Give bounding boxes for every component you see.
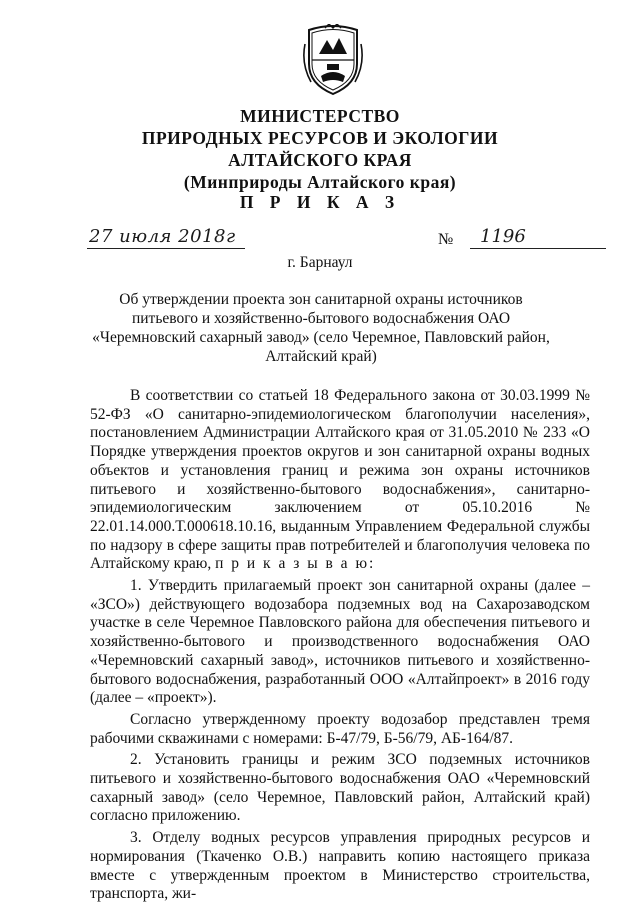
ministry-line: (Минприроды Алтайского края) bbox=[183, 172, 457, 192]
number-field bbox=[470, 228, 606, 249]
handwritten-date: 27 июля 2018г bbox=[89, 226, 236, 247]
handwritten-number: 1196 bbox=[480, 226, 526, 247]
order-item: Согласно утвержденному проекту водозабор представлен тремя рабочими скважинами с номерами: Б-47/79, Б-56/79, АБ-164/87. bbox=[90, 710, 590, 747]
city: г. Барнаул bbox=[287, 254, 353, 271]
ministry-name bbox=[0, 105, 640, 193]
order-body bbox=[90, 387, 590, 907]
preamble-text: В соответствии со статьей 18 Федерального закона от 30.03.1999 № 52-ФЗ «О санитарно-эпидемиологическом благополучии населения», постановлением Администрации Алтайского края от 31.05.2010 № 233 «О Порядке утверждения проектов округов и зон санитарной охраны водных объектов и установления границ и режима зон охраны источников питьевого и хозяйственно-бытового водоснабжения», санитарно-эпидемиологическим заключением от 05.10.2016 № 22.01.14.000.Т.000618.10.16, выданным Управлением Федеральной службы по надзору в сфере защиты прав потребителей и благополучия человека по Алтайскому краю, bbox=[90, 387, 590, 573]
ministry-line: МИНИСТЕРСТВО bbox=[240, 106, 400, 126]
document-type-title: П Р И К А З bbox=[239, 192, 401, 212]
ministry-line: ПРИРОДНЫХ РЕСУРСОВ И ЭКОЛОГИИ bbox=[141, 128, 499, 148]
order-word: п р и к а з ы в а ю: bbox=[215, 555, 376, 573]
order-item: 3. Отделу водных ресурсов управления природных ресурсов и нормирования (Ткаченко О.В.) направить копию настоящего приказа вместе с утвержденным проектом в Министерство строительства, транспорта, жи- bbox=[90, 829, 590, 903]
order-subject: Об утверждении проекта зон санитарной охраны источников питьевого и хозяйственно-бытового водоснабжения ОАО «Черемновский сахарный завод» (село Черемное, Павловский район, Алтайский край) bbox=[92, 291, 550, 365]
order-item: 2. Установить границы и режим ЗСО подземных источников питьевого и хозяйственно-бытового водоснабжения ОАО «Черемновский сахарный завод» (село Черемное, Павловский район, Алтайский край) согласно приложению. bbox=[90, 751, 590, 825]
date-field bbox=[87, 228, 245, 249]
altai-krai-coat-of-arms-icon bbox=[301, 24, 365, 96]
ministry-line: АЛТАЙСКОГО КРАЯ bbox=[228, 150, 412, 170]
order-item: 1. Утвердить прилагаемый проект зон санитарной охраны (далее – «ЗСО») действующего водозабора подземных вод на Сахарозаводском участке в селе Черемное Павловского района для обеспечения питьевого и хозяйственно-бытового и производственного водоснабжения ОАО «Черемновский сахарный завод», источников питьевого и хозяйственно-бытового водоснабжения, разработанный ООО «Алтайпроект» в 2016 году (далее – «проект»). bbox=[90, 577, 590, 707]
preamble-paragraph bbox=[90, 387, 590, 574]
number-label: № bbox=[438, 231, 454, 248]
